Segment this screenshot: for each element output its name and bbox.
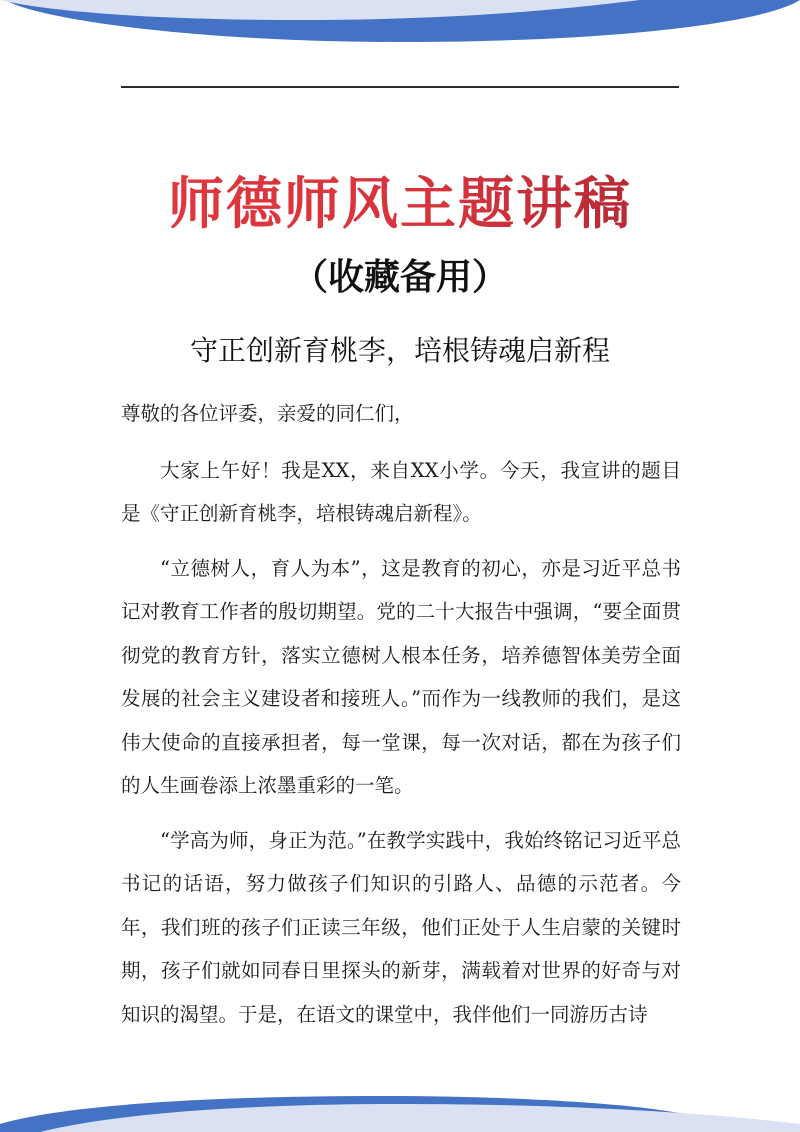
- top-wave-decoration: [0, 0, 800, 50]
- document-subtitle: （收藏备用）: [291, 257, 508, 298]
- header-rule: [121, 86, 679, 88]
- paragraph-greeting: 大家上午好！我是XX，来自XX小学。今天，我宣讲的题目是《守正创新育桃李，培根铸魂启新程》。: [121, 458, 681, 525]
- bottom-wave-decoration: [0, 1072, 800, 1132]
- speech-body: [121, 392, 681, 1047]
- speech-title: 守正创新育桃李，培根铸魂启新程: [189, 334, 610, 367]
- salutation: 尊敬的各位评委，亲爱的同仁们，: [121, 402, 414, 425]
- paragraph-mission: “立德树人，育人为本”，这是教育的初心，亦是习近平总书记对教育工作者的殷切期望。党的二十大报告中强调，“要全面贯彻党的教育方针，落实立德树人根本任务，培养德智体美劳全面发展的社会主义建设者和接班人。”而作为一线教师的我们，是这伟大使命的直接承担者，每一堂课，每一次对话，都在为孩子们的人生画卷添上浓墨重彩的一笔。: [121, 556, 681, 797]
- paragraph-practice: “学高为师，身正为范。”在教学实践中，我始终铭记习近平总书记的话语，努力做孩子们知识的引路人、品德的示范者。今年，我们班的孩子们正读三年级，他们正处于人生启蒙的关键时期，孩子们就如同春日里探头的新芽，满载着对世界的好奇与对知识的渴望。于是，在语文的课堂中，我伴他们一同游历古诗: [121, 828, 681, 1026]
- document-title: 师德师风主题讲稿: [0, 166, 800, 242]
